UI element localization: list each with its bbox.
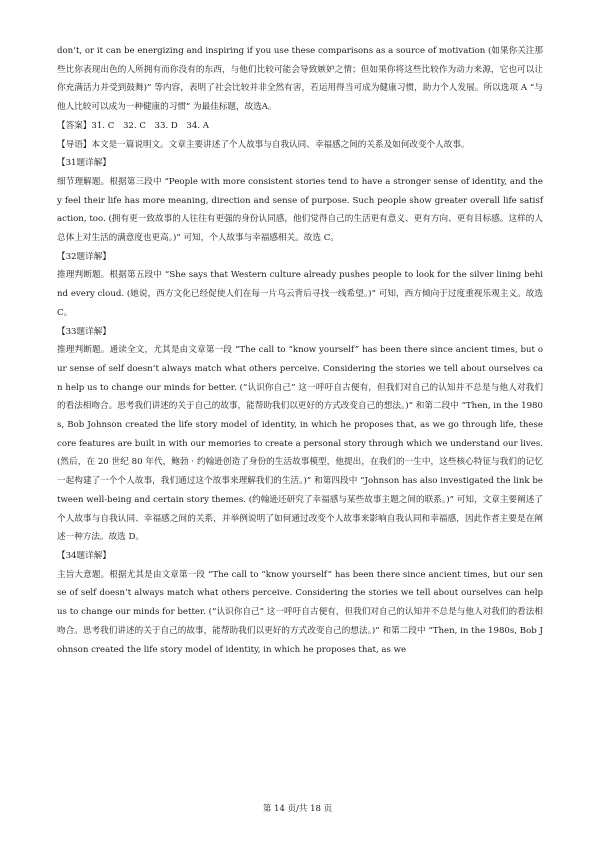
q31-heading: 【31题详解】 [57, 158, 111, 169]
q32-heading: 【32题详解】 [57, 251, 111, 262]
answer-key: 【答案】31. C 32. C 33. D 34. A [57, 120, 209, 131]
q32-explanation: 推理判断题。根据第五段中 “She says that Western culture already pushes people to look for the silver lining behind every cloud. (她说，西方文化已经促使人们在每一片乌云背后寻找一线希望。)” 可知，西方倾向于过度重视乐观主义。故选 C。 [57, 270, 543, 318]
paragraph-q30-continuation: don’t, or it can be energizing and inspiring if you use these comparisons as a source of motivation (如果你关注那些比你表现出色的人所拥有而你没有的东西，与他们比较可能会导致嫉妒之情；但如果你将这些比较作为动力来源，它也可以让你充满活力并受到鼓舞)” 等内容，表明了社会比较并非全然有害，若运用得当可成为健康习惯，助力个人发展。所以选项 A “与他人比较可以成为一种健康的习惯” 为最佳标题，故选A。 [57, 46, 543, 113]
q34-heading: 【34题详解】 [57, 550, 111, 561]
page-content [57, 42, 543, 659]
passage-intro: 【导语】本文是一篇说明文。文章主要讲述了个人故事与自我认同、幸福感之间的关系及如何改变个人故事。 [57, 139, 470, 150]
q31-explanation: 细节理解题。根据第三段中 “People with more consistent stories tend to have a stronger sense of identity, and they feel their life has more meaning, direction and sense of purpose. Such people show greater overall life satisfaction, too. (拥有更一致故事的人往往有更强的身份认同感，他们觉得自己的生活更有意义、更有方向、更有目标感。这样的人总体上对生活的满意度也更高。)” 可知，个人故事与幸福感相关。故选 C。 [57, 176, 543, 244]
page-number-footer: 第 14 页/共 18 页 [262, 804, 333, 814]
q34-explanation: 主旨大意题。根据尤其是由文章第一段 “The call to “know yourself” has been there since ancient times, but our sense of self doesn’t always match what others perceive. Considering the stories we tell about ourselves can help us to change our minds for better. (“认识你自己” 这一呼吁自古便有，但我们对自己的认知并不总是与他人对我们的看法相吻合。思考我们讲述的关于自己的故事，能帮助我们以更好的方式改变自己的想法。)” 和第二段中 “Then, in the 1980s, Bob Johnson created the life story model of identity, in which he proposes that, as we [57, 569, 543, 655]
q33-heading: 【33题详解】 [57, 326, 111, 337]
q33-explanation: 推理判断题。通读全文，尤其是由文章第一段 “The call to “know yourself” has been there since ancient times, but our sense of self doesn’t always match what others perceive. Considering the stories we tell about ourselves can help us to change our minds for better. (“认识你自己” 这一呼吁自古便有，但我们对自己的认知并不总是与他人对我们的看法相吻合。思考我们讲述的关于自己的故事，能帮助我们以更好的方式改变自己的想法。)” 和第二段中 “Then, in the 1980s, Bob Johnson created the life story model of identity, in which he proposes that, as we go through life, these core features are built in with our memories to create a personal story through which we understand our lives. (然后，在 20 世纪 80 年代，鲍勃 · 约翰逊创造了身份的生活故事模型，他提出，在我们的一生中，这些核心特征与我们的记忆一起构建了一个个人故事，我们通过这个故事来理解我们的生活。)” 和第四段中 “Johnson has also investigated the link between well-being and certain story themes. (约翰逊还研究了幸福感与某些故事主题之间的联系。)” 可知，文章主要阐述了个人故事与自我认同、幸福感之间的关系，并举例说明了如何通过改变个人故事来影响自我认同和幸福感，因此作者主要是在阐述一种方法。故选 D。 [57, 345, 543, 543]
